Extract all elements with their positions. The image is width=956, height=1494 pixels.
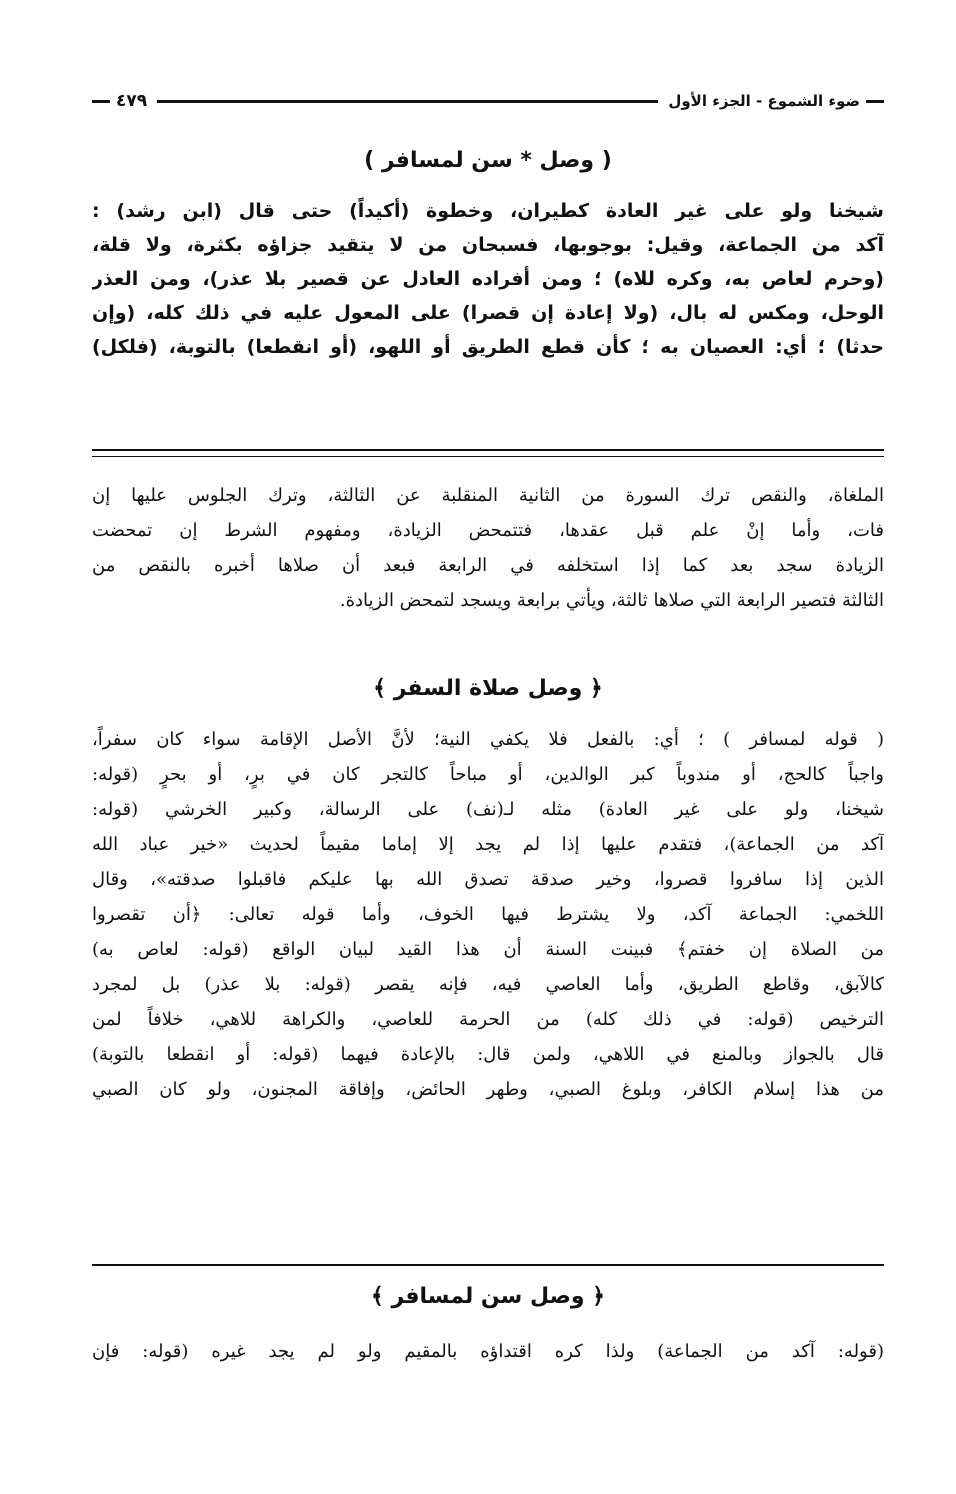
- footnote-line-3: الزيادة سجد بعد كما إذا استخلفه في الرابعة فبعد أن صلاها أخبره بالنقص من: [92, 555, 884, 576]
- separator-rule-3: [92, 1264, 884, 1266]
- top-line-1: شيخنا ولو على غير العادة كطيران، وخطوة (أكيداً) حتى قال (ابن رشد) :: [92, 200, 884, 222]
- footnote-continuation: [92, 478, 884, 618]
- header-rule: [157, 100, 658, 103]
- separator-rule-1: [92, 449, 884, 451]
- bottom-section-text: [92, 1334, 884, 1369]
- footnote-line-2: فات، وأما إنْ علم قبل عقدها، فتتمحض الزيادة، ومفهوم الشرط إن تمحضت: [92, 520, 884, 541]
- footnote-line-1: الملغاة، والنقص ترك السورة من الثانية المنقلبة عن الثالثة، وترك الجلوس عليها إن: [92, 485, 884, 506]
- separator-rule-2: [92, 456, 884, 457]
- commentary-line-6: اللخمي: الجماعة آكد، ولا يشترط فيها الخوف، وأما قوله تعالى: ﴿أن تقصروا: [92, 904, 884, 925]
- commentary-line-4: آكد من الجماعة)، فتقدم عليها إذا لم يجد إلا إماما مقيماً لحديث «خير عباد الله: [92, 834, 884, 855]
- commentary-line-10: قال بالجواز وبالمنع في اللاهي، ولمن قال: بالإعادة فيهما (قوله: أو انقطعا بالتوبة): [92, 1044, 884, 1065]
- top-section-text: [92, 194, 884, 364]
- commentary-line-3: شيخنا، ولو على غير العادة) مثله لـ(نف) على الرسالة، وكبير الخرشي (قوله:: [92, 799, 884, 820]
- commentary-line-1: ( قوله لمسافر ) ؛ أي: بالفعل فلا يكفي النية؛ لأنَّ الأصل الإقامة سواء كان سفراً،: [92, 729, 884, 750]
- footnote-line-4: الثالثة فتصير الرابعة التي صلاها ثالثة، ويأتي برابعة ويسجد لتمحض الزيادة.: [339, 590, 884, 611]
- bottom-line-1: (قوله: آكد من الجماعة) ولذا كره اقتداؤه بالمقيم ولو لم يجد غيره (قوله: فإن: [92, 1341, 884, 1362]
- commentary-heading: ﴿ وصل صلاة السفر ﴾: [373, 676, 603, 701]
- bottom-section-heading: ﴿ وصل سن لمسافر ﴾: [370, 1284, 606, 1309]
- commentary-line-8: كالآبق، وقاطع الطريق، وأما العاصي فيه، فإنه يقصر (قوله: بلا عذر) بل لمجرد: [92, 974, 884, 995]
- page-number: ٤٧٩: [116, 91, 148, 111]
- commentary-line-2: واجباً كالحج، أو مندوباً كبر الوالدين، أو مباحاً كالتجر كان في برٍ، أو بحرٍ (قوله:: [92, 764, 884, 785]
- commentary-line-7: من الصلاة إن خفتم﴾ فبينت السنة أن هذا القيد لبيان الواقع (قوله: لعاص به): [92, 939, 884, 960]
- top-line-4: الوحل، ومكس له بال، (ولا إعادة إن قصرا) على المعول عليه في ذلك كله، (وإن: [92, 302, 884, 324]
- commentary-line-5: الذين إذا سافروا قصروا، وخير صدقة تصدق الله بها عليكم فاقبلوا صدقته»، وقال: [92, 869, 884, 890]
- header-dash-left: [92, 100, 110, 103]
- commentary-text: [92, 722, 884, 1107]
- top-line-5: حدثا) ؛ أي: العصيان به ؛ كأن قطع الطريق أو اللهو، (أو انقطعا) بالتوبة، (فلكل): [92, 336, 884, 358]
- top-line-3: (وحرم لعاص به، وكره للاه) ؛ ومن أفراده العادل عن قصير بلا عذر)، ومن العذر: [92, 268, 884, 290]
- running-header: [92, 88, 884, 114]
- book-page: [92, 78, 884, 1458]
- top-line-2: آكد من الجماعة، وقيل: بوجوبها، فسبحان من لا يتقيد جزاؤه بكثرة، ولا قلة،: [92, 234, 884, 256]
- header-dash-right: [866, 100, 884, 103]
- header-title: ضوء الشموع - الجزء الأول: [668, 92, 860, 110]
- top-section-heading: ( وصل * سن لمسافر ): [364, 148, 612, 173]
- commentary-line-11: من هذا إسلام الكافر، وبلوغ الصبي، وطهر الحائض، وإفاقة المجنون، ولو كان الصبي: [92, 1079, 884, 1100]
- commentary-line-9: الترخيص (قوله: في ذلك كله) من الحرمة للعاصي، والكراهة للاهي، خلافاً لمن: [92, 1009, 884, 1030]
